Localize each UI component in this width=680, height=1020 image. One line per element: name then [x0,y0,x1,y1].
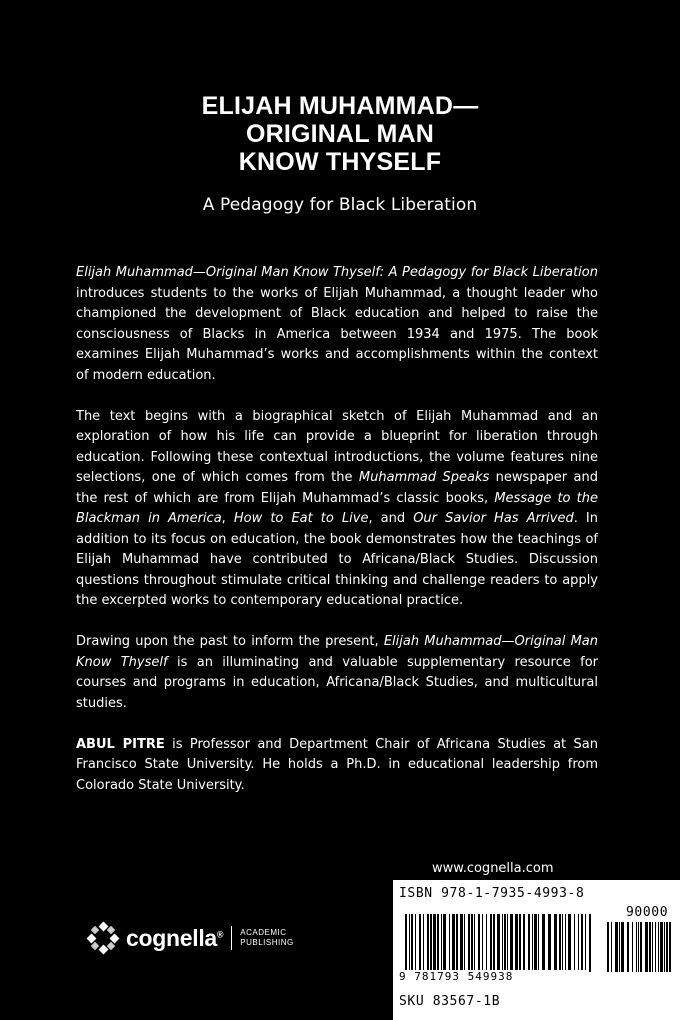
barcode-bar [415,914,416,972]
barcode-bar [574,914,575,972]
addon-bar [615,922,618,972]
publisher-url: www.cognella.com [432,861,554,876]
logo-divider [231,926,232,950]
barcode-bar [460,914,463,972]
barcode-bar [419,914,421,972]
addon-bar [649,922,651,972]
addon-bar [666,922,668,972]
barcode-bar [554,914,557,972]
barcode-bar [490,914,492,972]
barcode-bars [393,910,680,974]
isbn-label: ISBN 978-1-7935-4993-8 [399,886,585,901]
barcode-bar [565,914,566,972]
addon-bar [621,922,624,972]
addon-bar [640,922,642,972]
addon-bar [636,922,637,972]
barcode-bar [456,914,458,972]
addon-bar [607,922,609,972]
barcode-bar [449,914,450,972]
addon-bar [611,922,612,972]
barcode-bar [493,914,495,972]
barcode-bar [548,914,551,972]
barcode-bar [568,914,571,972]
author-bio: ABUL PITRE is Professor and Department Chair of Africana Studies at San Francisco State University. He holds a Ph.D. in educational leadership from Colorado State University. [76,736,598,793]
price-addon-label: 90000 [626,905,669,920]
addon-bar [652,922,653,972]
barcode-bar [411,914,413,972]
addon-bar [660,922,663,972]
barcode-bar [452,914,455,972]
addon-bar [645,922,648,972]
barcode-bar [542,914,545,972]
barcode-bar [507,914,508,972]
barcode-bar [510,914,513,972]
barcode-bar [427,914,429,972]
addon-bar [658,922,659,972]
barcode-bar [559,914,561,972]
barcode-bar [515,914,518,972]
book-title [0,92,680,176]
barcode-bar [443,914,446,972]
barcode-bar [478,914,480,972]
title-line-3: KNOW THYSELF [238,148,442,176]
barcode-bar [534,914,537,972]
barcode-bar [504,914,506,972]
description-paragraph-3: Drawing upon the past to inform the present, Elijah Muhammad—Original Man Know Thyself is an illuminating and valuable supplementary resource for courses and programs in education, Africana/Black Studies, and multicultural studies. [76,634,598,711]
barcode-panel [393,880,680,1020]
cognella-mark-icon [86,921,120,955]
barcode-bar [464,914,465,972]
barcode-digits: 9 781793 549938 [399,970,589,983]
barcode-bar [474,914,475,972]
barcode-bar [585,914,586,972]
addon-bar [638,922,639,972]
barcode-bar [578,914,579,972]
addon-bar [627,922,629,972]
addon-bar [664,922,665,972]
barcode-bar [538,914,539,972]
title-line-1: ELIJAH MUHAMMAD— [201,92,479,120]
publisher-name: cognella® [126,924,224,951]
barcode-bar [423,914,424,972]
addon-bar [619,922,620,972]
barcode-bar [562,914,563,972]
barcode-bar [502,914,503,972]
barcode-bar [486,914,487,972]
description-paragraph-1: Elijah Muhammad—Original Man Know Thyself: A Pedagogy for Black Liberation introduces students to the works of Elijah Muhammad, a thought leader who championed the development of Black education and helped to raise the consciousness of Blacks in America between 1934 and 1975. The book examines Elijah Muhammad’s works and accomplishments within the context of modern education. [76,265,598,383]
description-paragraph-2: The text begins with a biographical sketch of Elijah Muhammad and an exploration of how his life can provide a blueprint for liberation through education. Following these contextual introductions, the volume features nine selections, one of which comes from the Muhammad Speaks newspaper and the rest of which are from Elijah Muhammad’s classic books, Message to the Blackman in America, How to Eat to Live, and Our Savior Has Arrived. In addition to its focus on education, the book demonstrates how the teachings of Elijah Muhammad have contributed to Africana/Black Studies. Discussion questions throughout stimulate critical thinking and challenge readers to apply the excerpted works to contemporary educational practice. [76,408,599,608]
barcode-bar [433,914,436,972]
barcode-bar [589,914,591,972]
barcode-bar [405,914,407,972]
author-name: ABUL PITRE [76,736,165,752]
barcode-bar [482,914,483,972]
addon-bar [632,922,633,972]
publisher-tagline: ACADEMIC PUBLISHING [240,928,294,947]
sku-label: SKU 83567-1B [399,994,501,1009]
publisher-logo [86,921,294,955]
addon-bar [669,922,671,972]
barcode-bar [523,914,525,972]
barcode-bar [430,914,432,972]
barcode-bar [497,914,500,972]
addon-bar [655,922,656,972]
barcode-bar [471,914,473,972]
barcode-bar [519,914,521,972]
barcode-bar [581,914,583,972]
barcode-bar [468,914,470,972]
barcode-bar [532,914,533,972]
title-line-2: ORIGINAL MAN [245,120,435,148]
book-subtitle: A Pedagogy for Black Liberation [202,195,478,215]
barcode-bar [437,914,439,972]
barcode-bar [409,914,410,972]
barcode-bar [441,914,442,972]
barcode-bar [528,914,530,972]
back-cover-description [76,263,598,817]
